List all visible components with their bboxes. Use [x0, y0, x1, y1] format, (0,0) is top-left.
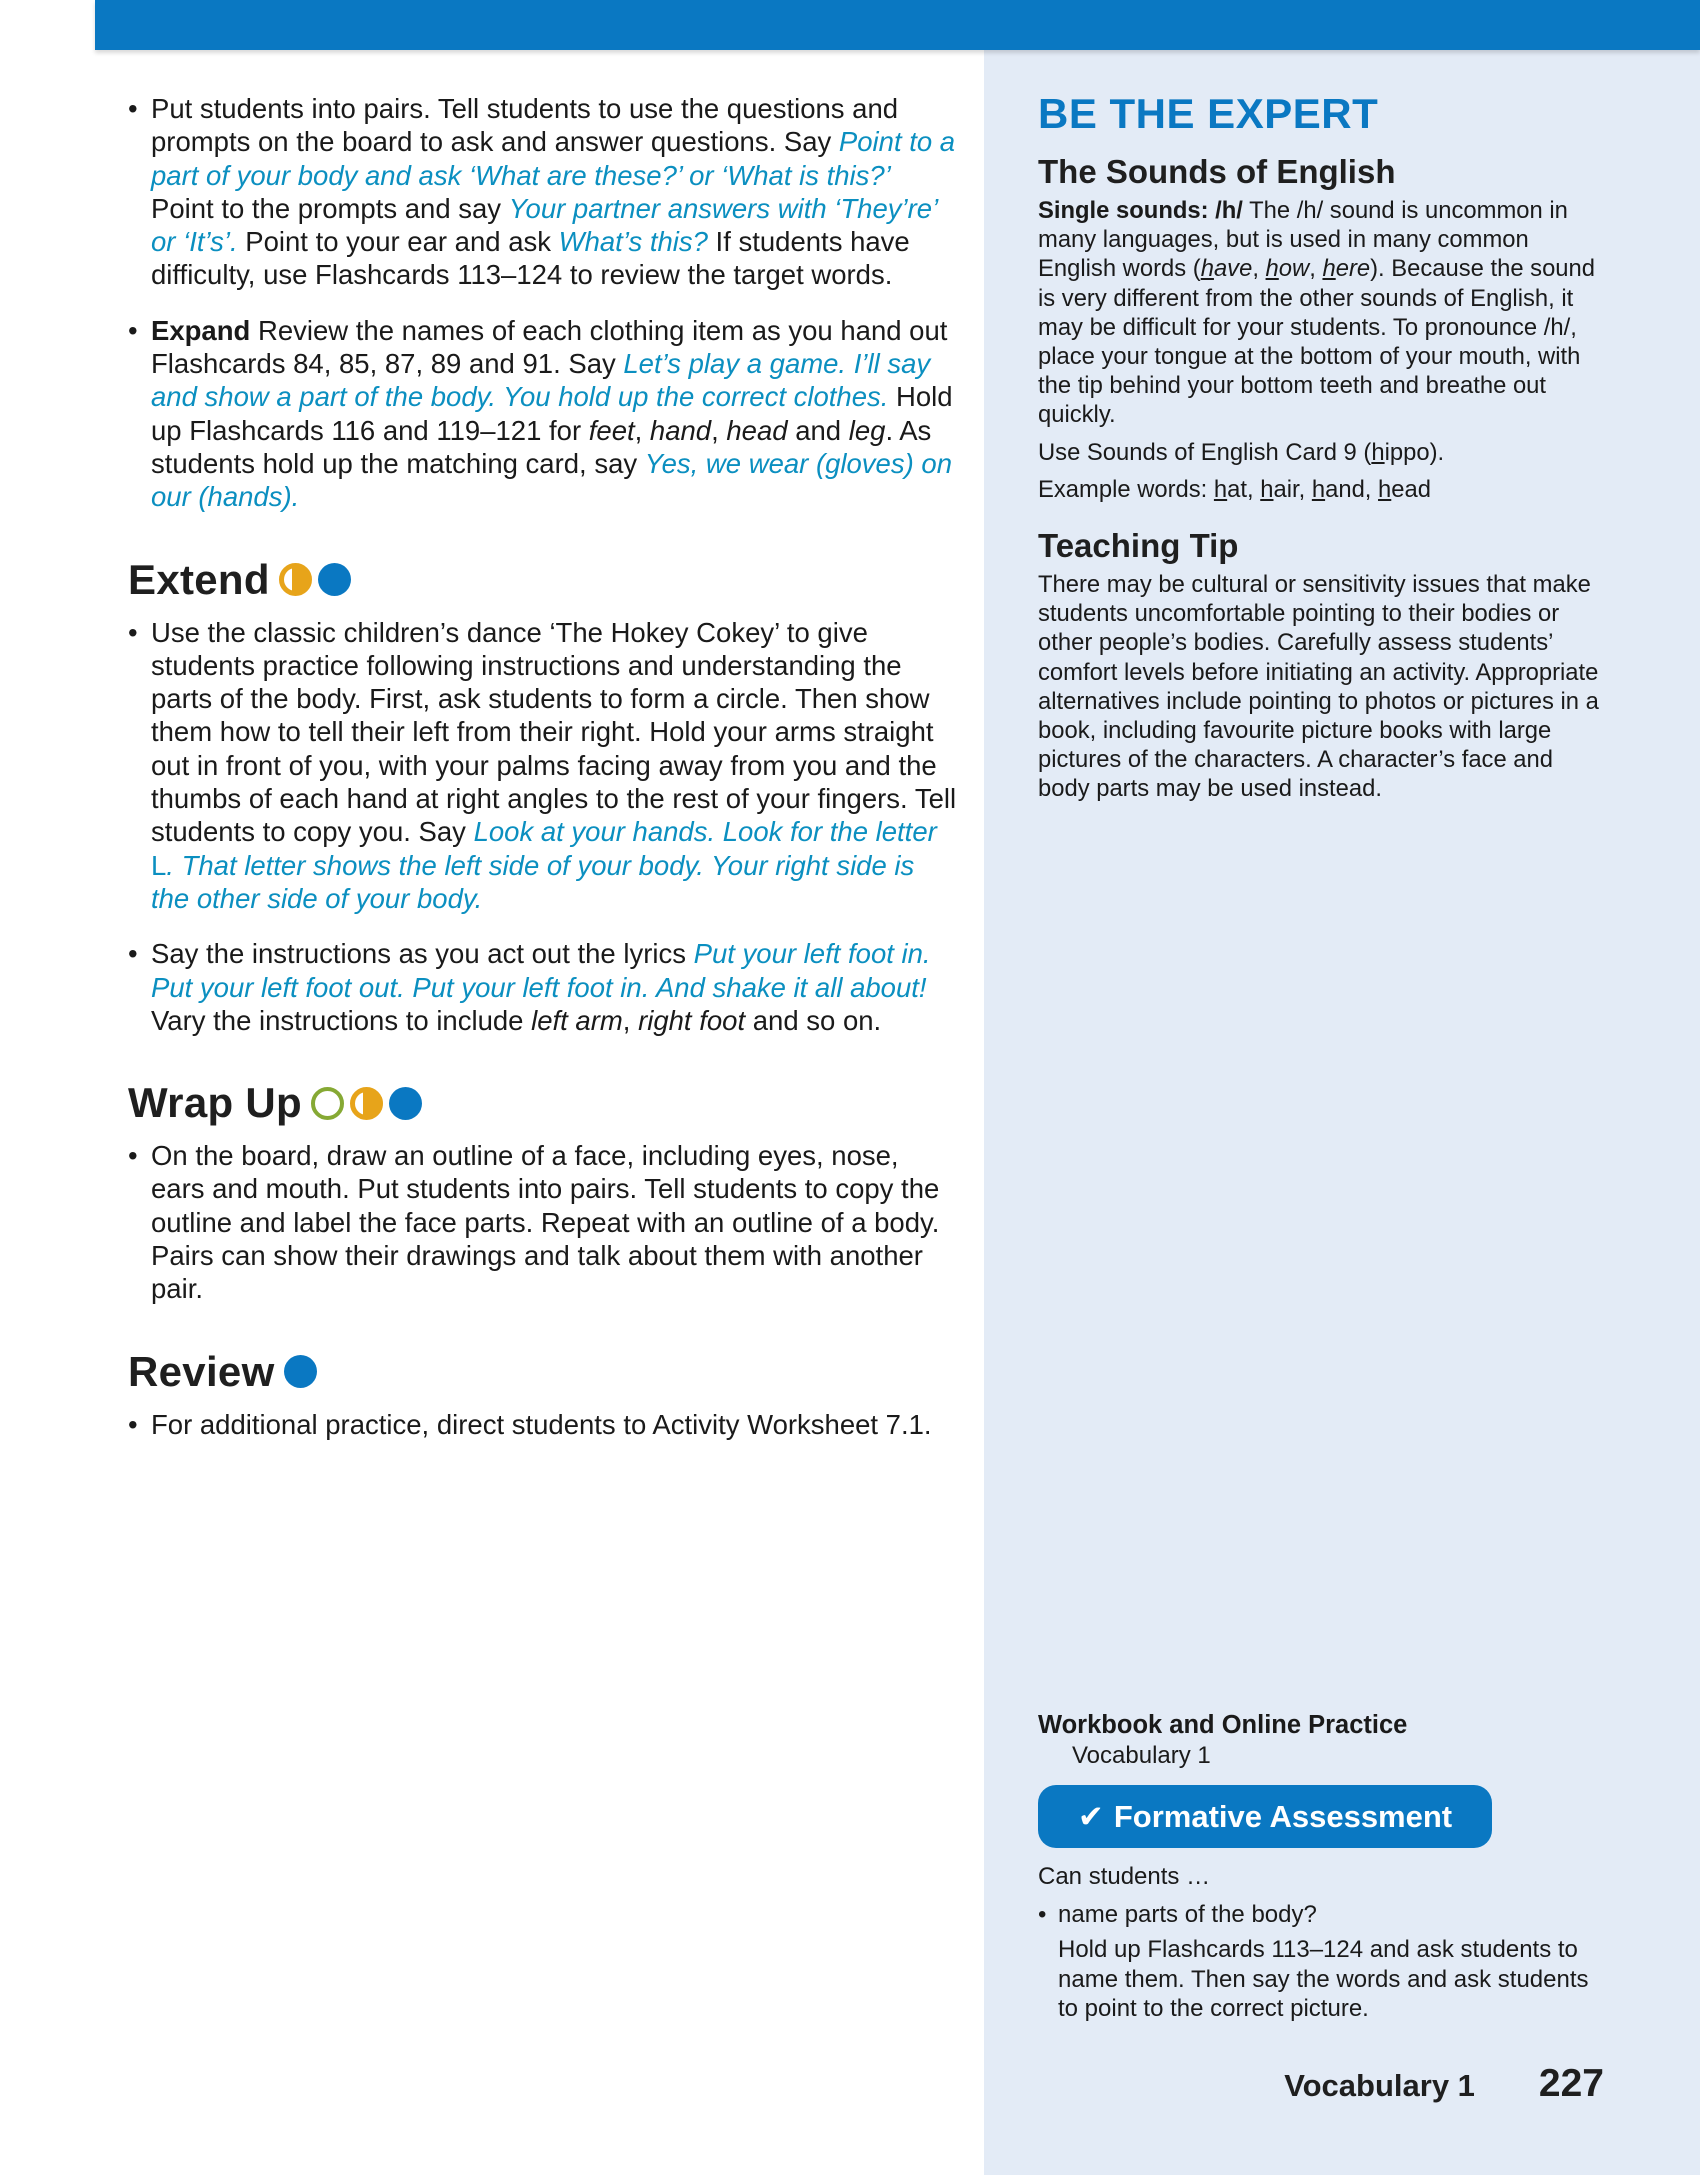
- text-run: Say the instructions as you act out the lyrics: [151, 938, 694, 970]
- text-run: ,: [711, 414, 727, 446]
- italic-term: ow: [1278, 255, 1310, 283]
- workbook-title: Workbook and Online Practice: [1038, 1711, 1408, 1739]
- underlined-letter: h: [1378, 475, 1392, 503]
- underlined-letter: h: [1200, 255, 1214, 283]
- half-circle-orange-icon: [279, 563, 312, 596]
- workbook-practice: [1038, 1710, 1608, 1771]
- text-run: Use the classic children’s dance ‘The Hokey Cokey’ to give students practice following instructions and understanding the parts of the body. First, ask students to form a circle. Then show them how to tell their left from their right. Hold your arms straight out in front of you, with your palms facing away from you and the thumbs of each hand at right angles to the rest of your fingers. Tell students to copy you. Say: [151, 616, 957, 848]
- extend-level-icons: [279, 563, 351, 596]
- list-item: [128, 937, 958, 1037]
- teacher-prompt: Let’s play a game. I’ll say and show a part of the body. You hold up the correct clothes.: [151, 348, 931, 413]
- text-run: and,: [1325, 475, 1379, 503]
- list-item: [128, 616, 958, 916]
- text-run: air,: [1273, 475, 1312, 503]
- wrap-up-heading: [128, 1077, 958, 1129]
- extend-list: [128, 616, 958, 1038]
- workbook-item: Vocabulary 1: [1072, 1742, 1211, 1769]
- wrap-up-level-icons: [311, 1087, 422, 1120]
- list-item: [128, 314, 958, 514]
- italic-term: ere: [1335, 255, 1371, 283]
- underlined-letter: h: [1213, 475, 1228, 503]
- review-heading: [128, 1346, 958, 1398]
- teacher-prompt: Your partner answers with ‘They’re’ or ‘It’s’.: [151, 192, 937, 258]
- italic-term: hand: [649, 414, 712, 446]
- text-run: ,: [634, 414, 650, 446]
- circle-blue-icon: [389, 1087, 422, 1120]
- text-run: Put students into pairs. Tell students to use the questions and prompts on the board to ask and answer questions. Say: [151, 93, 899, 158]
- text-run: Vary the instructions to include: [151, 1004, 532, 1036]
- text-run: Use Sounds of English Card 9 (: [1038, 438, 1372, 466]
- text-run: Review the names of each clothing item as you hand out Flashcards 84, 85, 87, 89 and 91. Say: [151, 314, 948, 380]
- formative-assessment-banner: [1038, 1785, 1492, 1848]
- italic-term: head: [726, 414, 788, 446]
- underlined-letter: h: [1260, 475, 1274, 503]
- text-run: On the board, draw an outline of a face, including eyes, nose, ears and mouth. Put students into pairs. Tell students to copy the outline and label the face parts. Repeat with an outline of a body. Pairs can show their drawings and talk about them with another pair.: [151, 1140, 940, 1305]
- circle-blue-icon: [284, 1355, 317, 1388]
- intro-list: [128, 92, 958, 514]
- sound-label: Single sounds: /h/: [1038, 197, 1243, 224]
- main-column: [128, 92, 958, 1441]
- checkmark-icon: ✔: [1077, 1798, 1104, 1834]
- formative-assessment-body: [1038, 1862, 1608, 2024]
- text-run: ead: [1391, 475, 1431, 503]
- text-run: . As students hold up the matching card, say: [151, 414, 932, 479]
- underlined-letter: h: [1371, 438, 1385, 466]
- text-run: Hold up Flashcards 116 and 119–121 for: [151, 381, 953, 446]
- sound-description: [1038, 196, 1608, 430]
- text-run: ,: [1309, 255, 1323, 283]
- italic-term: feet: [588, 414, 635, 446]
- list-item: [128, 1139, 958, 1305]
- teacher-prompt: L: [151, 849, 167, 881]
- half-circle-orange-icon: [350, 1087, 383, 1120]
- text-run: ). Because the sound is very different from the other sounds of English, it may be difficult for your students. To pronounce /h/, place your tongue at the bottom of your mouth, with the tip behind your bottom teeth and breathe out quickly.: [1038, 255, 1596, 429]
- circle-blue-icon: [318, 563, 351, 596]
- italic-term: right foot: [638, 1004, 746, 1036]
- text-run: Example words:: [1038, 475, 1214, 503]
- text-run: and: [787, 414, 849, 446]
- italic-term: ave: [1213, 255, 1253, 283]
- underlined-letter: h: [1265, 255, 1279, 283]
- teacher-prompt: Yes, we wear (gloves) on our (hands).: [151, 447, 952, 513]
- expert-sidebar: [1038, 90, 1608, 804]
- top-banner: [95, 0, 1700, 50]
- extend-heading: [128, 554, 958, 606]
- teacher-prompt: Look at your hands. Look for the letter: [473, 816, 937, 848]
- text-run: Point to the prompts and say: [151, 192, 509, 224]
- text-run: at,: [1227, 475, 1261, 503]
- text-run: The /h/ sound is uncommon in many languages, but is used in many common English words (: [1038, 197, 1568, 283]
- list-item: [128, 92, 958, 292]
- sounds-of-english-heading: The Sounds of English: [1038, 153, 1396, 190]
- text-run: If students have difficulty, use Flashcards 113–124 to review the target words.: [151, 226, 910, 291]
- sound-card-reference: [1038, 438, 1608, 467]
- formative-intro: Can students …: [1038, 1863, 1211, 1890]
- review-heading-text: Review: [128, 1347, 275, 1395]
- example-words: [1038, 475, 1608, 504]
- text-run: Point to your ear and ask: [237, 226, 559, 258]
- review-list: [128, 1408, 958, 1441]
- ring-green-icon: [311, 1087, 344, 1120]
- underlined-letter: h: [1311, 475, 1326, 503]
- italic-term: leg: [848, 414, 886, 446]
- italic-term: left arm: [531, 1004, 623, 1036]
- page-footer: [1284, 2062, 1604, 2106]
- be-the-expert-title: BE THE EXPERT: [1038, 90, 1379, 137]
- teacher-prompt: What’s this?: [558, 226, 708, 258]
- bullet-lead: Expand: [151, 314, 251, 346]
- text-run: ,: [622, 1004, 639, 1036]
- page-number: 227: [1538, 2062, 1604, 2105]
- wrap-up-list: [128, 1139, 958, 1305]
- footer-section-name: Vocabulary 1: [1284, 2068, 1475, 2103]
- teacher-prompt: Point to a part of your body and ask ‘What are these?’ or ‘What is this?’: [151, 126, 956, 191]
- extend-heading-text: Extend: [128, 555, 270, 603]
- formative-detail: Hold up Flashcards 113–124 and ask students to name them. Then say the words and ask students to point to the correct picture.: [1058, 1936, 1589, 2022]
- teacher-prompt: . That letter shows the left side of your body. Your right side is the other side of your body.: [151, 849, 915, 914]
- formative-question: • name parts of the body?: [1038, 1900, 1608, 1930]
- text-run: ,: [1252, 255, 1266, 283]
- wrap-up-heading-text: Wrap Up: [128, 1079, 302, 1127]
- text-run: and so on.: [745, 1004, 882, 1036]
- text-run: For additional practice, direct students to Activity Worksheet 7.1.: [151, 1408, 932, 1440]
- underlined-letter: h: [1322, 255, 1336, 283]
- teaching-tip-heading: Teaching Tip: [1038, 527, 1239, 565]
- list-item: [128, 1408, 958, 1441]
- teacher-prompt: Put your left foot in. Put your left foot out. Put your left foot in. And shake it all about!: [151, 938, 931, 1003]
- text-run: ippo).: [1384, 438, 1445, 466]
- review-level-icons: [284, 1355, 317, 1388]
- formative-assessment-label: Formative Assessment: [1113, 1798, 1453, 1834]
- teaching-tip-text: There may be cultural or sensitivity issues that make students uncomfortable pointing to their bodies or other people’s bodies. Carefully assess students’ comfort levels before initiating an activity. Appropriate alternatives include pointing to photos or pictures in a book, including favourite picture books with large pictures of the characters. A character’s face and body parts may be used instead.: [1038, 571, 1599, 803]
